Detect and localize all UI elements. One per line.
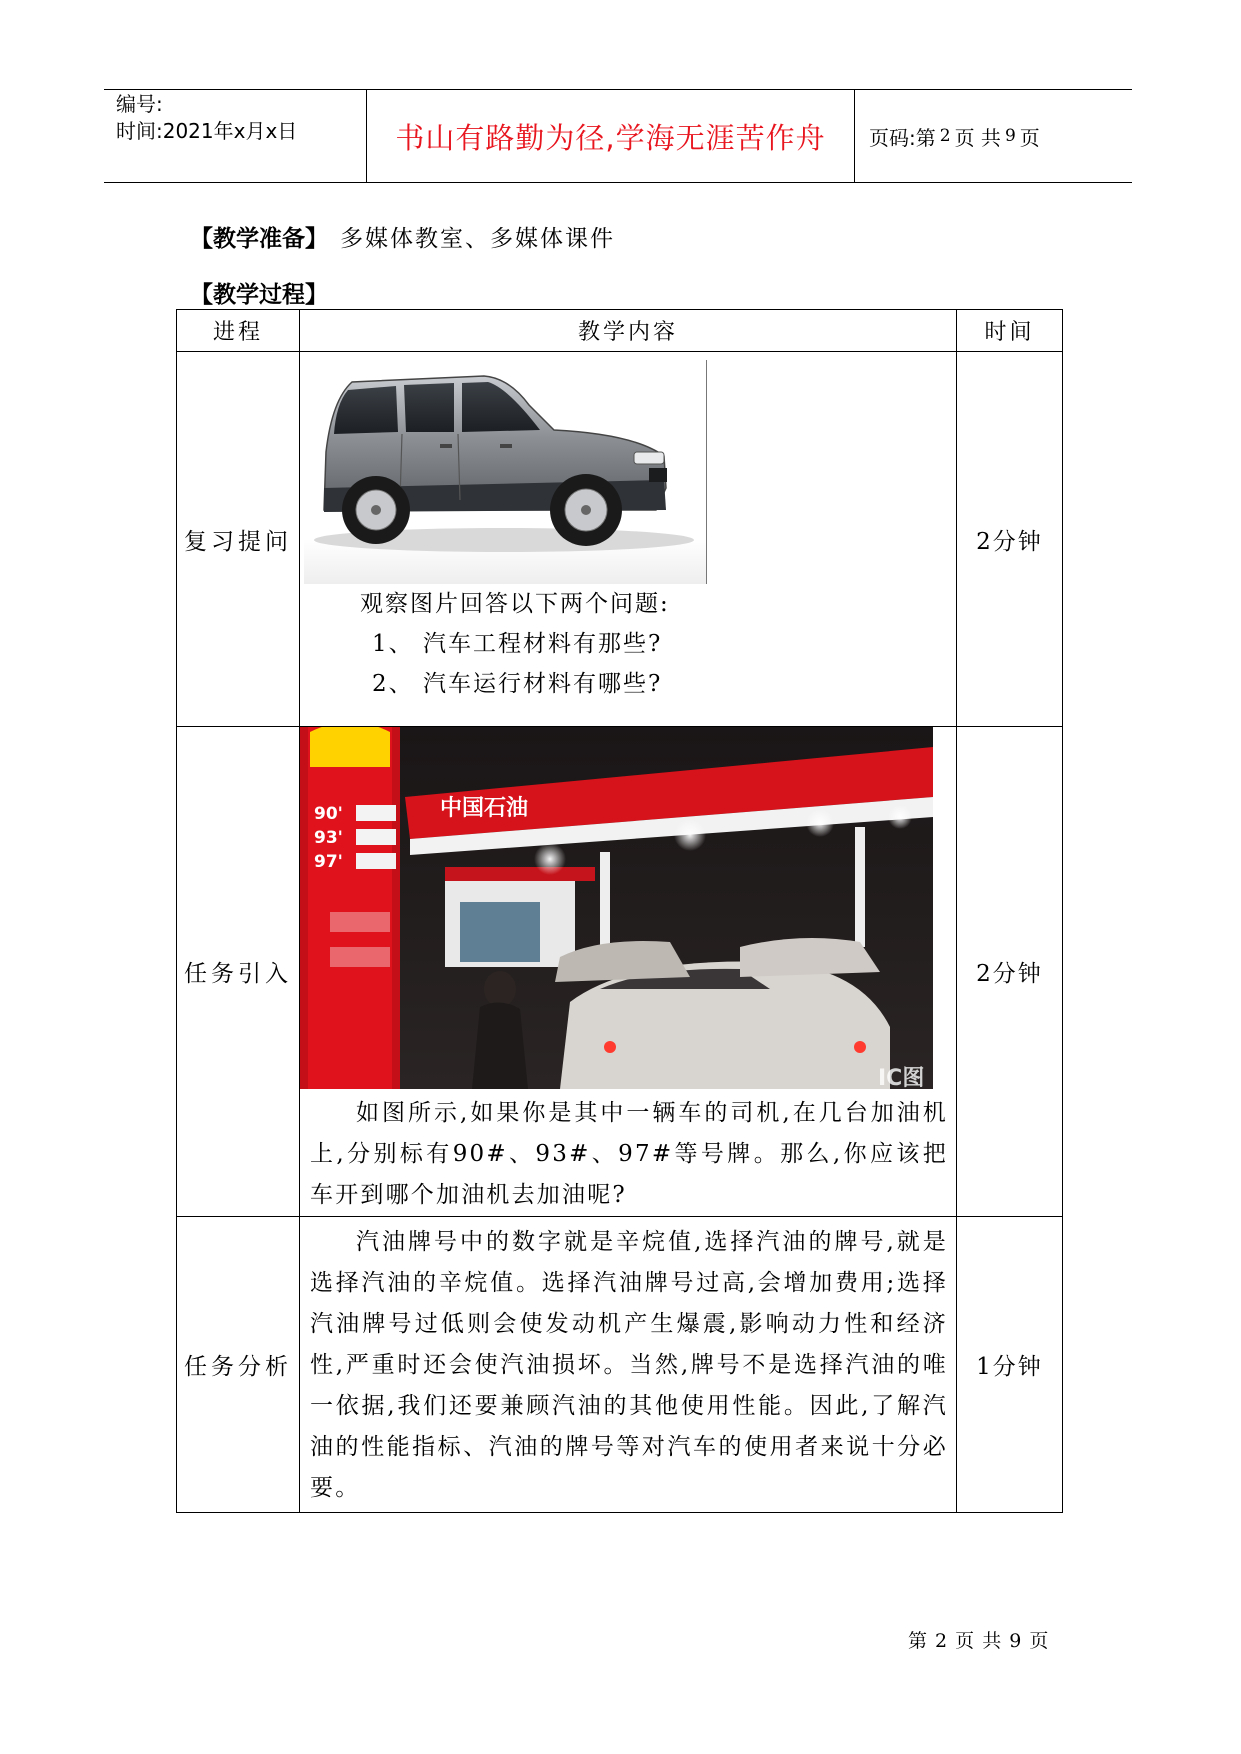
col-header-content: 教学内容 (300, 310, 957, 352)
page-header (104, 89, 1132, 183)
analysis-paragraph: 汽油牌号中的数字就是辛烷值,选择汽油的牌号,就是选择汽油的辛烷值。选择汽油牌号过高,会增加费用;选择汽油牌号过低则会使发动机产生爆震,影响动力性和经济性,严重时还会使汽油损坏。当然,牌号不是选择汽油的唯一依据,我们还要兼顾汽油的其他使用性能。因此,了解汽油的性能指标、汽油的牌号等对汽车的使用者来说十分必要。 (310, 1229, 948, 1501)
teaching-process (190, 276, 328, 309)
teaching-process-label: 【教学过程】 (190, 282, 328, 308)
station-name-text: 中国石油 (440, 796, 529, 821)
stage-cell: 任务引入 (177, 727, 300, 1217)
page-prefix: 页码:第 (869, 125, 936, 150)
page-indicator (855, 90, 1132, 182)
stage-cell: 任务分析 (177, 1217, 300, 1513)
col-header-stage: 进程 (177, 310, 300, 352)
page-middle: 页 共 (954, 125, 1001, 150)
stage-cell: 复习提问 (177, 352, 300, 727)
teaching-prep (190, 220, 615, 253)
number-label: 编号: (116, 92, 163, 116)
photo-watermark: IC图 (878, 1066, 925, 1089)
table-row (177, 1217, 1063, 1513)
gas-station-image (300, 727, 933, 1089)
motto: 书山有路勤为径,学海无涯苦作舟 (395, 120, 826, 155)
review-intro: 观察图片回答以下两个问题: (360, 591, 670, 617)
teaching-prep-label: 【教学准备】 (190, 226, 328, 252)
teaching-prep-content: 多媒体教室、多媒体课件 (340, 226, 615, 252)
content-cell (300, 727, 957, 1217)
gas-station-photo (300, 727, 933, 1089)
lesson-table (176, 309, 1063, 1513)
car-image (300, 352, 956, 584)
car-illustration (304, 360, 707, 584)
sign-price-90: 90' (314, 804, 343, 824)
intro-paragraph: 如图所示,如果你是其中一辆车的司机,在几台加油机上,分别标有90#、93#、97#等号牌。那么,你应该把车开到哪个加油机去加油呢? (310, 1100, 948, 1208)
time-cell: 2分钟 (957, 727, 1063, 1217)
page-current: 2 (939, 126, 951, 146)
col-header-time: 时间 (957, 310, 1063, 352)
header-motto-cell (367, 90, 855, 182)
review-question-1: 1、 汽车工程材料有那些? (372, 631, 663, 657)
table-row (177, 352, 1063, 727)
content-cell (300, 352, 957, 727)
time-label: 时间:2021年x月x日 (116, 119, 298, 143)
time-cell: 1分钟 (957, 1217, 1063, 1513)
sign-price-93: 93' (314, 828, 343, 848)
table-header-row (177, 310, 1063, 352)
suv-car-icon (304, 360, 704, 584)
page-footer: 第 2 页 共 9 页 (908, 1630, 1050, 1652)
table-row (177, 727, 1063, 1217)
content-cell (300, 1217, 957, 1513)
time-cell: 2分钟 (957, 352, 1063, 727)
page-total: 9 (1004, 126, 1016, 146)
page-suffix: 页 (1019, 125, 1040, 150)
review-question-2: 2、 汽车运行材料有哪些? (372, 671, 663, 697)
header-meta (104, 90, 367, 182)
sign-price-97: 97' (314, 852, 343, 872)
